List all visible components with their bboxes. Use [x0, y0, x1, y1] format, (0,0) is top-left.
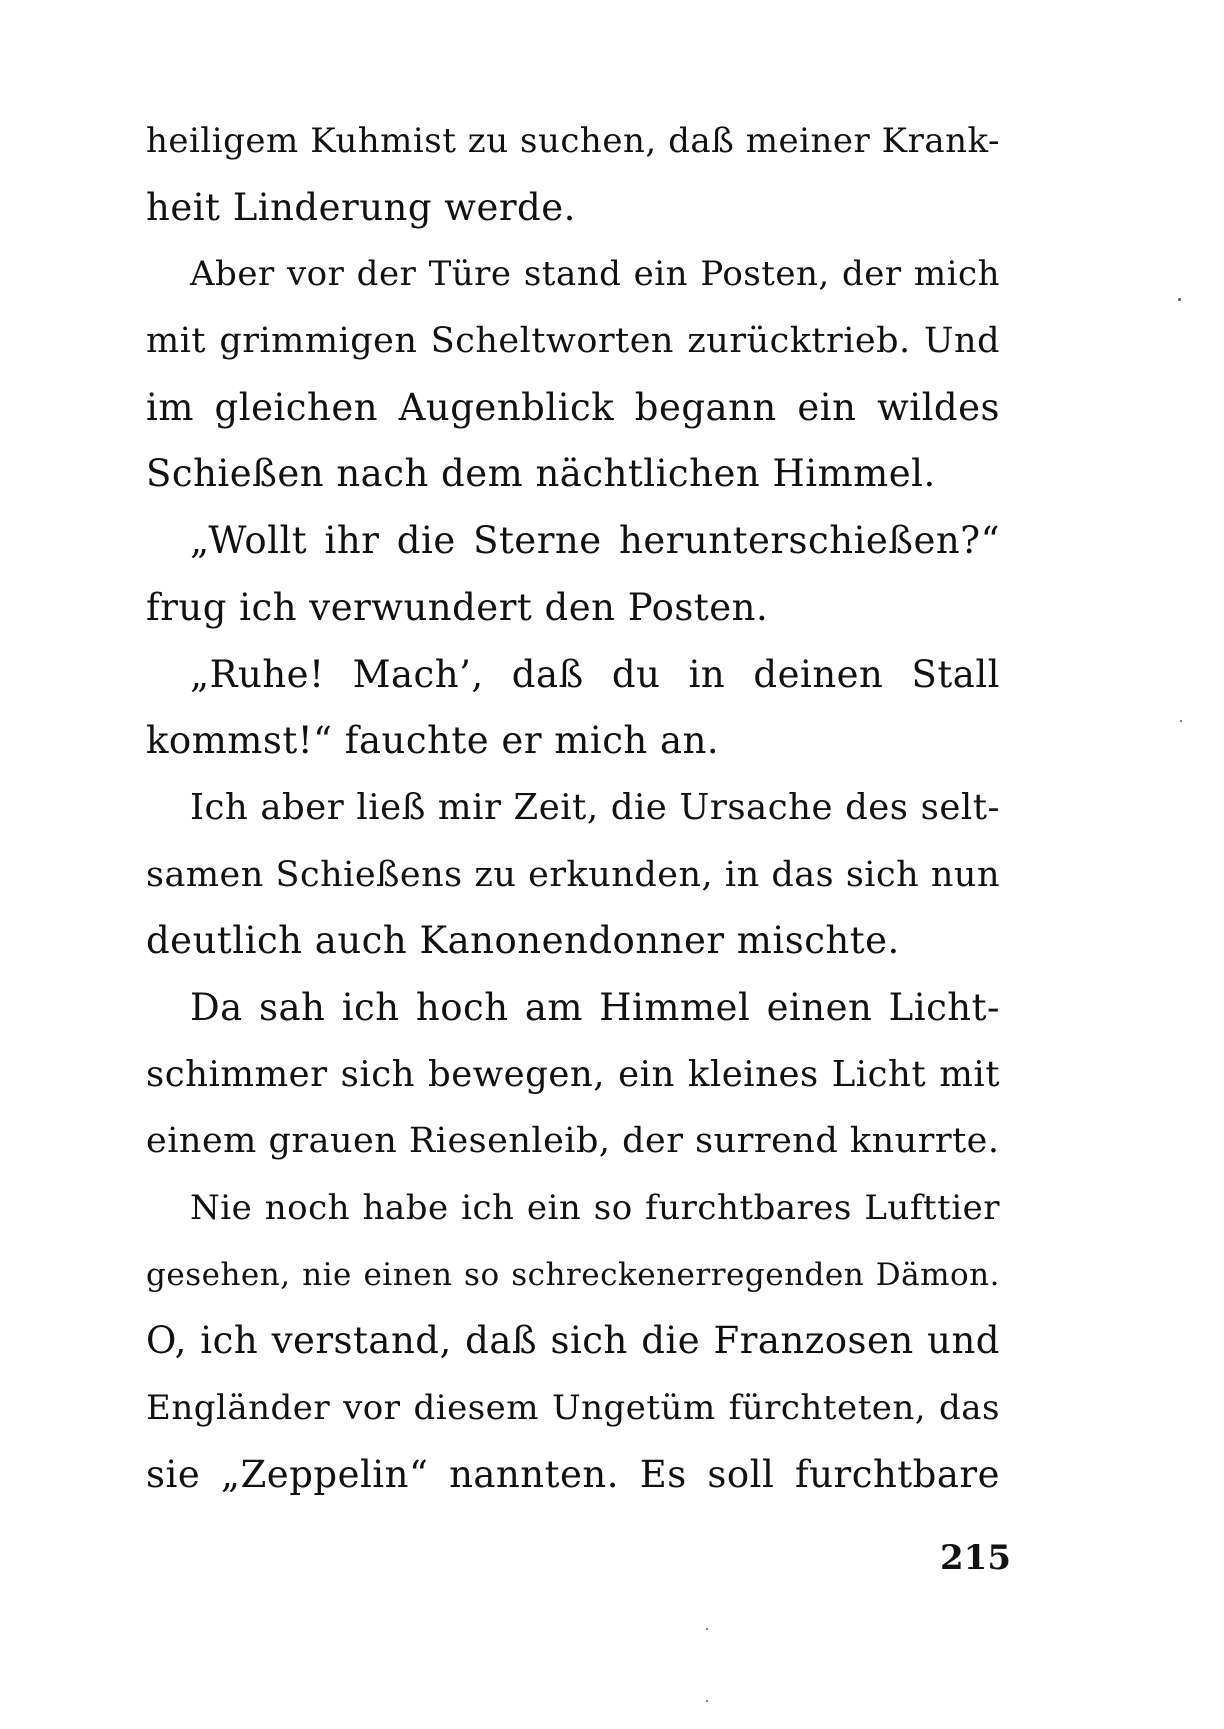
text-line: Nie noch habe ich ein so furchtbares Lufttier [190, 1188, 1000, 1228]
text-line: im gleichen Augenblick begann ein wildes [146, 385, 1000, 429]
text-line: mit grimmigen Scheltworten zurücktrieb. Und [146, 321, 1000, 362]
text-line: „Ruhe! Mach’, daß du in deinen Stall [190, 652, 1000, 696]
page-number: 215 [940, 1538, 1011, 1578]
text-line: sie „Zeppelin“ nannten. Es soll furchtbare [146, 1452, 1000, 1496]
text-line: Da sah ich hoch am Himmel einen Licht- [190, 985, 1000, 1029]
text-line: schimmer sich bewegen, ein kleines Licht mit [146, 1053, 1000, 1095]
text-line: deutlich auch Kanonendonner mischte. [146, 919, 900, 963]
text-line: Ich aber ließ mir Zeit, die Ursache des selt- [190, 786, 1000, 828]
paper-speck [706, 1700, 708, 1702]
paper-speck [1180, 720, 1182, 722]
text-line: heiligem Kuhmist zu suchen, daß meiner Krank- [146, 121, 1000, 161]
text-line: Schießen nach dem nächtlichen Himmel. [146, 452, 936, 496]
text-line: samen Schießens zu erkunden, in das sich nun [146, 854, 1000, 895]
text-line: kommst!“ fauchte er mich an. [146, 719, 720, 763]
text-line: heit Linderung werde. [146, 185, 576, 229]
text-line: frug ich verwundert den Posten. [146, 585, 769, 629]
text-line: „Wollt ihr die Sterne herunterschießen?“ [190, 519, 1000, 563]
text-line: Engländer vor diesem Ungetüm fürchteten, das [146, 1388, 1000, 1429]
text-line: O, ich verstand, daß sich die Franzosen und [146, 1319, 1000, 1363]
body-text [146, 108, 1000, 1508]
text-line: einem grauen Riesenleib, der surrend knurrte. [146, 1121, 1000, 1162]
text-line: Aber vor der Türe stand ein Posten, der mich [190, 254, 1000, 295]
text-line: gesehen, nie einen so schreckenerregenden Dämon. [146, 1256, 1000, 1293]
paper-speck [1178, 298, 1181, 301]
paper-speck [706, 1628, 708, 1630]
